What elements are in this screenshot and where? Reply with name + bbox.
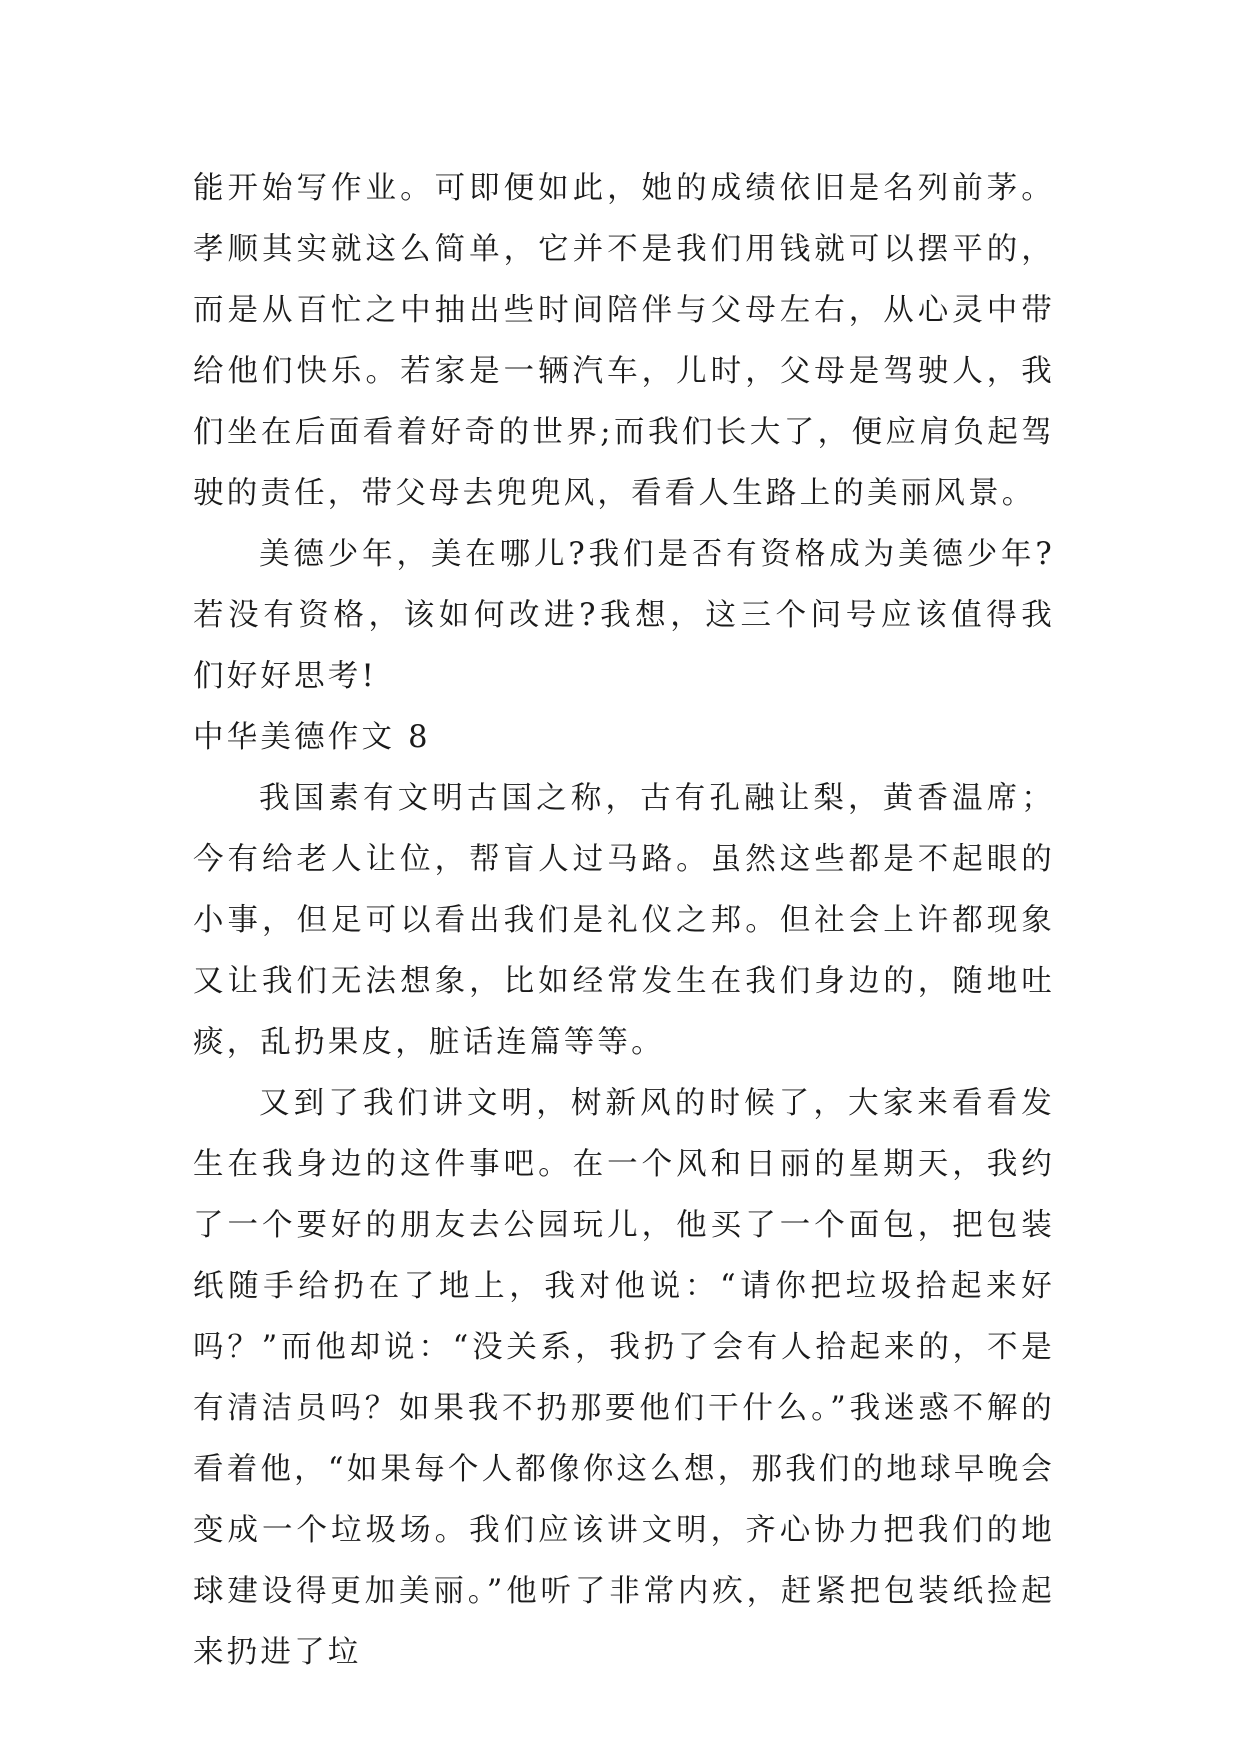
essay-paragraph-1: 我国素有文明古国之称，古有孔融让梨，黄香温席；今有给老人让位，帮盲人过马路。虽然这些都是不起眼的小事，但足可以看出我们是礼仪之邦。但社会上许都现象又让我们无法想象，比如经常发生在我们身边的，随地吐痰，乱扔果皮，脏话连篇等等。 xyxy=(193,781,1055,1060)
paragraph-reflection: 美德少年，美在哪儿?我们是否有资格成为美德少年?若没有资格，该如何改进?我想，这三个问号应该值得我们好好思考! xyxy=(193,537,1055,694)
essay-paragraph-2: 又到了我们讲文明，树新风的时候了，大家来看看发生在我身边的这件事吧。在一个风和日丽的星期天，我约了一个要好的朋友去公园玩儿，他买了一个面包，把包装纸随手给扔在了地上，我对他说：“请你把垃圾拾起来好吗？”而他却说：“没关系，我扔了会有人拾起来的，不是有清洁员吗？如果我不扔那要他们干什么。”我迷惑不解的看着他，“如果每个人都像你这么想，那我们的地球早晚会变成一个垃圾场。我们应该讲文明，齐心协力把我们的地球建设得更加美丽。”他听了非常内疚，赶紧把包装纸捡起来扔进了垃 xyxy=(193,1086,1055,1670)
paragraph-continuation: 能开始写作业。可即便如此，她的成绩依旧是名列前茅。孝顺其实就这么简单，它并不是我们用钱就可以摆平的，而是从百忙之中抽出些时间陪伴与父母左右，从心灵中带给他们快乐。若家是一辆汽车，儿时，父母是驾驶人，我们坐在后面看着好奇的世界;而我们长大了，便应肩负起驾驶的责任，带父母去兜兜风，看看人生路上的美丽风景。 xyxy=(193,171,1055,511)
essay-heading: 中华美德作文 8 xyxy=(193,720,431,755)
document-body xyxy=(193,158,1055,1683)
